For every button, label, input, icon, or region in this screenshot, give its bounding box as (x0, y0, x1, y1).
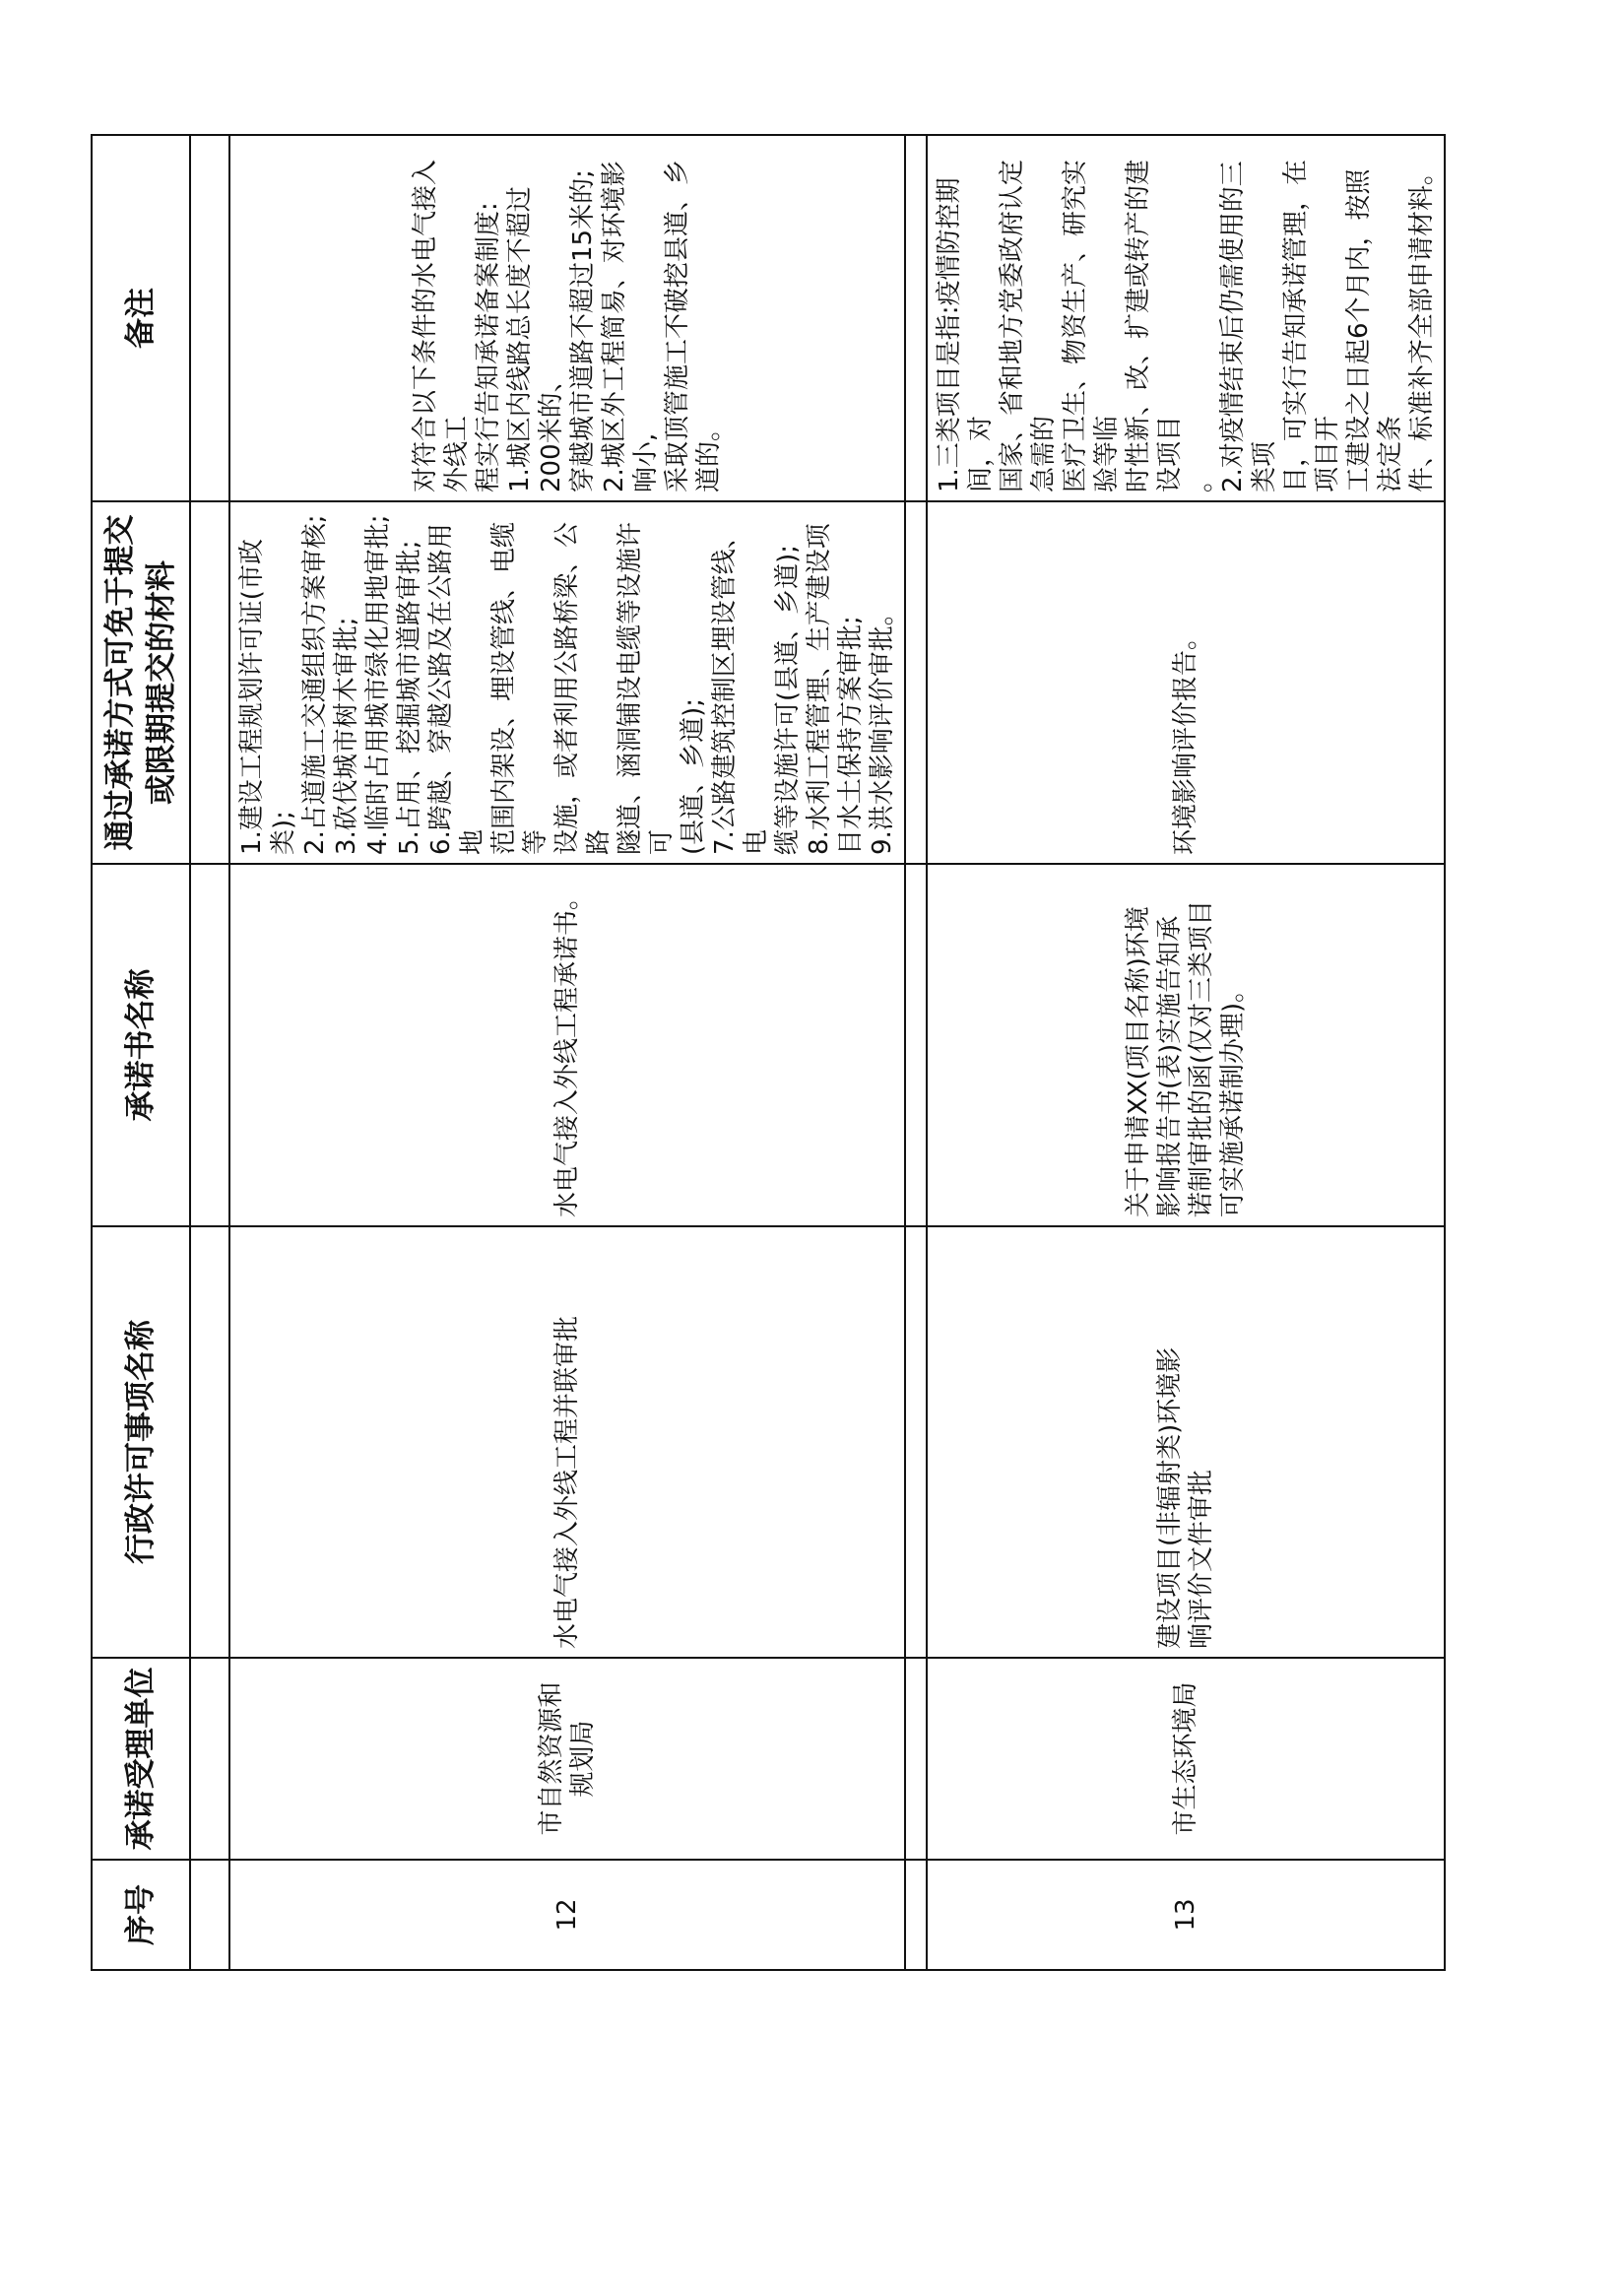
row-remarks (927, 135, 1445, 501)
material-line: 缆等设施许可(县道、乡道); (773, 544, 803, 855)
header-remarks: 备注 (92, 135, 190, 501)
remark-line: 工建设之日起6个月内，按照法定条 (1344, 168, 1405, 492)
spacer-cell (190, 135, 229, 501)
remark-line: 时性新、改、扩建或转产的建设项目 (1124, 159, 1185, 492)
material-line: 5.占用、挖掘城市道路审批; (395, 540, 424, 855)
header-materials-line1: 通过承诺方式可免于提交 (102, 514, 138, 851)
spacer-cell (905, 501, 927, 864)
spacer-cell (190, 864, 229, 1226)
material-line: 设施，或者利用公路桥梁、公路 (552, 521, 614, 855)
remark-line: 2.对疫情结束后仍需使用的三类项 (1218, 161, 1279, 492)
material-line: 目水土保持方案审批; (836, 616, 866, 855)
table-row (229, 135, 905, 1970)
spacer-row (190, 135, 229, 1970)
remark-line: 程实行告知承诺备案制度: (474, 202, 503, 492)
remark-line: 。 (1187, 466, 1216, 492)
header-materials-line2: 或限期提交的材料 (144, 560, 179, 805)
material-line: 环境影响评价报告。 (1171, 623, 1200, 855)
remark-line: 1.城区内线路总长度不超过200米的、 (505, 186, 566, 492)
row-seq: 13 (927, 1860, 1445, 1970)
remark-line: 2.城区外工程简易、对环境影响小, (600, 161, 661, 492)
remark-line: 采取顶管施工不破挖县道、乡道的。 (663, 159, 724, 492)
remark-line: 件、标准补齐全部申请材料。 (1407, 159, 1437, 492)
spacer-cell (905, 864, 927, 1226)
material-line: 9.洪水影响评价审批。 (868, 600, 897, 855)
letter-line: 可实施承诺制办理)。 (1218, 976, 1248, 1217)
row-item (927, 1226, 1445, 1658)
row-unit-line1: 市自然资源和 (537, 1681, 566, 1836)
material-line: 8.水利工程管理、生产建设项 (805, 523, 834, 855)
row-remarks (229, 135, 905, 501)
header-letter: 承诺书名称 (92, 864, 190, 1226)
row-seq: 12 (229, 1860, 905, 1970)
row-materials (229, 501, 905, 864)
header-materials (92, 501, 190, 864)
row-item-line2: 响评价文件审批 (1187, 1469, 1216, 1649)
spacer-cell (905, 1860, 927, 1970)
material-line: 隧道、涵洞铺设电缆等设施许可 (616, 521, 677, 855)
header-row (92, 135, 190, 1970)
spacer-cell (190, 501, 229, 864)
spacer-cell (190, 1226, 229, 1658)
letter-line: 关于申请XX(项目名称)环境 (1124, 906, 1153, 1217)
material-line: 6.跨越、穿越公路及在公路用地 (426, 523, 487, 855)
spacer-cell (190, 1658, 229, 1860)
material-line: 3.砍伐城市树木审批; (332, 617, 361, 855)
material-line: (县道、乡道); (679, 697, 708, 855)
row-unit (229, 1658, 905, 1860)
table-row (927, 135, 1445, 1970)
header-unit: 承诺受理单位 (92, 1658, 190, 1860)
material-line: 1.建设工程规划许可证(市政 (237, 539, 267, 855)
remark-line: 医疗卫生、物资生产、研究实验等临 (1061, 159, 1122, 492)
remark-line: 国家、省和地方党委政府认定急需的 (998, 159, 1059, 492)
material-line: 2.占道施工交通组织方案审核; (300, 514, 330, 855)
remark-line: 目，可实行告知承诺管理，在项目开 (1281, 159, 1342, 492)
remark-line: 穿越城市道路不超过15米的; (568, 169, 598, 492)
row-item: 水电气接入外线工程并联审批 (229, 1226, 905, 1658)
spacer-cell (905, 1226, 927, 1658)
row-unit-line2: 规划局 (568, 1720, 598, 1798)
material-line: 类); (269, 811, 298, 855)
header-seq: 序号 (92, 1860, 190, 1970)
material-line: 范围内架设、埋设管线、电缆等 (489, 521, 551, 855)
row-materials (927, 501, 1445, 864)
material-line: 7.公路建筑控制区埋设管线、电 (710, 523, 771, 855)
header-item: 行政许可事项名称 (92, 1226, 190, 1658)
spacer-cell (905, 1658, 927, 1860)
material-line: 4.临时占用城市绿化用地审批; (363, 514, 393, 855)
spacer-cell (905, 135, 927, 501)
letter-line: 影响报告书(表)实施告知承 (1155, 915, 1185, 1217)
remark-line: 对符合以下条件的水电气接入外线工 (411, 159, 472, 492)
row-letter (927, 864, 1445, 1226)
permit-table (91, 134, 1446, 1971)
row-unit: 市生态环境局 (927, 1658, 1445, 1860)
remark-line: 1.三类项目是指:疫情防控期间，对 (935, 177, 996, 492)
spacer-row (905, 135, 927, 1970)
letter-line: 诺制审批的函(仅对三类项目 (1187, 899, 1216, 1217)
row-letter: 水电气接入外线工程承诺书。 (229, 864, 905, 1226)
spacer-cell (190, 1860, 229, 1970)
row-item-line1: 建设项目(非辐射类)环境影 (1155, 1346, 1185, 1649)
